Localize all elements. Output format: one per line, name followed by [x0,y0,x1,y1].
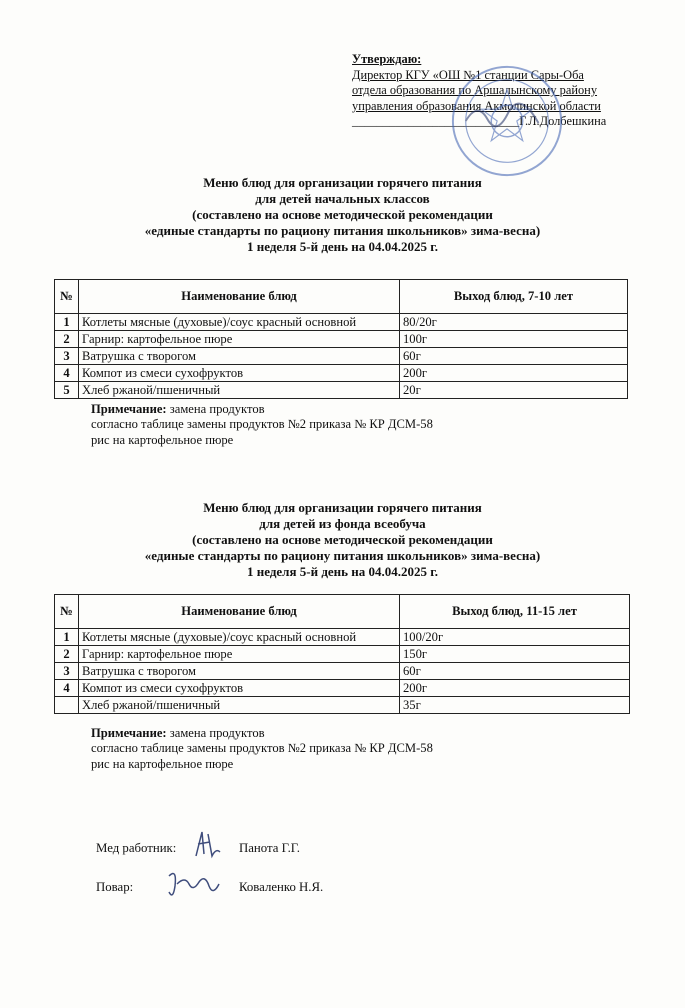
menu1-note [91,402,433,448]
table-row [55,697,630,714]
menu1-table [54,279,628,399]
dish-name: Хлеб ржаной/пшеничный [79,697,400,714]
cook-signature-label: Повар: [96,880,134,894]
dish-yield: 100/20г [400,629,630,646]
table-row [55,680,630,697]
dish-yield: 20г [400,382,628,399]
note-text: замена продуктов [166,726,265,740]
menu1-title [0,175,685,255]
menu2-note [91,726,433,772]
col-name-header: Наименование блюд [79,280,400,314]
medic-signature-icon [188,826,224,862]
dish-yield: 35г [400,697,630,714]
dish-name: Ватрушка с творогом [79,663,400,680]
table-row [55,663,630,680]
col-yield-header: Выход блюд, 11-15 лет [400,595,630,629]
medic-signature-label: Мед работник: [96,841,177,855]
col-num-header: № [55,280,79,314]
menu2-title [0,500,685,580]
row-num: 3 [55,663,79,680]
dish-yield: 200г [400,680,630,697]
cook-name: Коваленко Н.Я. [239,880,324,894]
table-header-row [55,595,630,629]
dish-name: Ватрушка с творогом [79,348,400,365]
dish-yield: 60г [400,348,628,365]
table-row [55,629,630,646]
dish-name: Компот из смеси сухофруктов [79,680,400,697]
col-yield-header: Выход блюд, 7-10 лет [400,280,628,314]
dish-yield: 200г [400,365,628,382]
menu1-title-line: «единые стандарты по рациону питания школьников» зима-весна) [144,223,541,238]
dish-name: Котлеты мясные (духовые)/соус красный основной [79,314,400,331]
menu2-title-line: «единые стандарты по рациону питания школьников» зима-весна) [144,548,541,563]
official-stamp-icon [448,62,566,180]
row-num: 1 [55,629,79,646]
note-label: Примечание: [91,402,167,416]
table-row [55,382,628,399]
menu1-title-line: 1 неделя 5-й день на 04.04.2025 г. [247,239,438,254]
dish-name: Котлеты мясные (духовые)/соус красный основной [79,629,400,646]
approval-signature-blank: ___________________________ [352,114,520,129]
row-num: 2 [55,646,79,663]
col-name-header: Наименование блюд [79,595,400,629]
menu2-title-line: для детей из фонда всеобуча [259,516,426,531]
menu1-title-line: Меню блюд для организации горячего питания [203,175,482,190]
row-num: 4 [55,365,79,382]
note-line: рис на картофельное пюре [91,432,234,447]
row-num: 2 [55,331,79,348]
dish-yield: 150г [400,646,630,663]
note-line: согласно таблице замены продуктов №2 приказа № КР ДСМ-58 [91,741,433,756]
note-line: рис на картофельное пюре [91,756,234,771]
dish-yield: 100г [400,331,628,348]
dish-yield: 80/20г [400,314,628,331]
dish-name: Хлеб ржаной/пшеничный [79,382,400,399]
director-name: Г.Л.Долбешкина [519,114,607,129]
row-num: 5 [55,382,79,399]
note-label: Примечание: [91,726,167,740]
table-row [55,331,628,348]
dish-name: Компот из смеси сухофруктов [79,365,400,382]
table-row [55,348,628,365]
note-line: согласно таблице замены продуктов №2 приказа № КР ДСМ-58 [91,417,433,432]
menu1-title-line: (составлено на основе методической рекомендации [192,207,493,222]
table-header-row [55,280,628,314]
table-row [55,646,630,663]
dish-yield: 60г [400,663,630,680]
note-text: замена продуктов [166,402,265,416]
approval-line-2: отдела образования по Аршалынскому району [352,83,598,98]
approval-line-3: управления образования Акмолинской области [352,98,601,113]
approval-line-1: Директор КГУ «ОШ №1 станции Сары-Оба [352,67,584,82]
row-num: 1 [55,314,79,331]
menu2-table [54,594,630,714]
menu2-title-line: 1 неделя 5-й день на 04.04.2025 г. [247,564,438,579]
table-row [55,365,628,382]
dish-name: Гарнир: картофельное пюре [79,646,400,663]
dish-name: Гарнир: картофельное пюре [79,331,400,348]
menu2-title-line: (составлено на основе методической рекомендации [192,532,493,547]
row-num: 3 [55,348,79,365]
medic-name: Панота Г.Г. [239,841,300,855]
cook-signature-icon [163,866,223,904]
menu1-title-line: для детей начальных классов [255,191,430,206]
col-num-header: № [55,595,79,629]
row-num [55,697,79,714]
row-num: 4 [55,680,79,697]
approval-heading: Утверждаю: [352,52,422,66]
table-row [55,314,628,331]
menu2-title-line: Меню блюд для организации горячего питания [203,500,482,515]
